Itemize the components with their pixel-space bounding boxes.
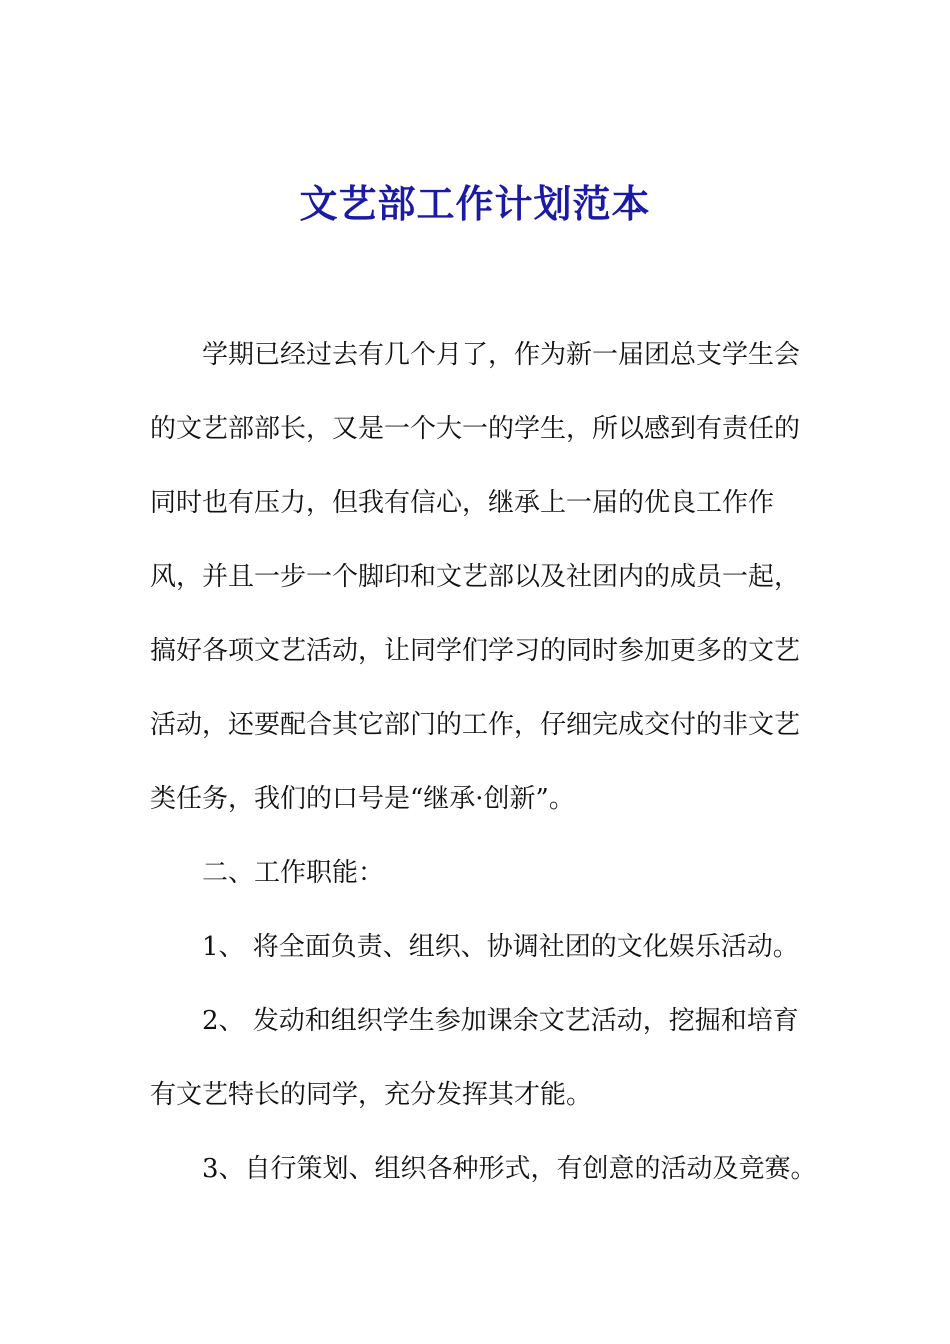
text-line: 学期已经过去有几个月了，作为新一届团总支学生会 (202, 340, 801, 370)
document-body (150, 318, 817, 1206)
text-line: 活动，还要配合其它部门的工作，仔细完成交付的非文艺 (150, 710, 801, 740)
text-line: 类任务，我们的口号是“继承·创新”。 (150, 784, 575, 814)
paragraph-intro (150, 318, 800, 836)
list-item-3 (150, 1132, 817, 1206)
list-item-2 (150, 984, 800, 1132)
text-line: 同时也有压力，但我有信心，继承上一届的优良工作作 (150, 488, 775, 518)
text-line: 风，并且一步一个脚印和文艺部以及社团内的成员一起， (150, 562, 801, 592)
text-line: 3、自行策划、组织各种形式，有创意的活动及竞赛。 (202, 1154, 817, 1184)
text-line: 2、 发动和组织学生参加课余文艺活动，挖掘和培育 (202, 1006, 799, 1036)
list-item-1 (150, 910, 800, 984)
section-heading-functions (150, 836, 800, 910)
section-heading: 二、工作职能： (202, 858, 385, 888)
text-line: 的文艺部部长，又是一个大一的学生，所以感到有责任的 (150, 414, 801, 444)
text-line: 1、 将全面负责、组织、协调社团的文化娱乐活动。 (202, 932, 799, 962)
document-title: 文艺部工作计划范本 (299, 181, 651, 226)
text-line: 搞好各项文艺活动，让同学们学习的同时参加更多的文艺 (150, 636, 801, 666)
text-line: 有文艺特长的同学，充分发挥其才能。 (150, 1080, 593, 1110)
